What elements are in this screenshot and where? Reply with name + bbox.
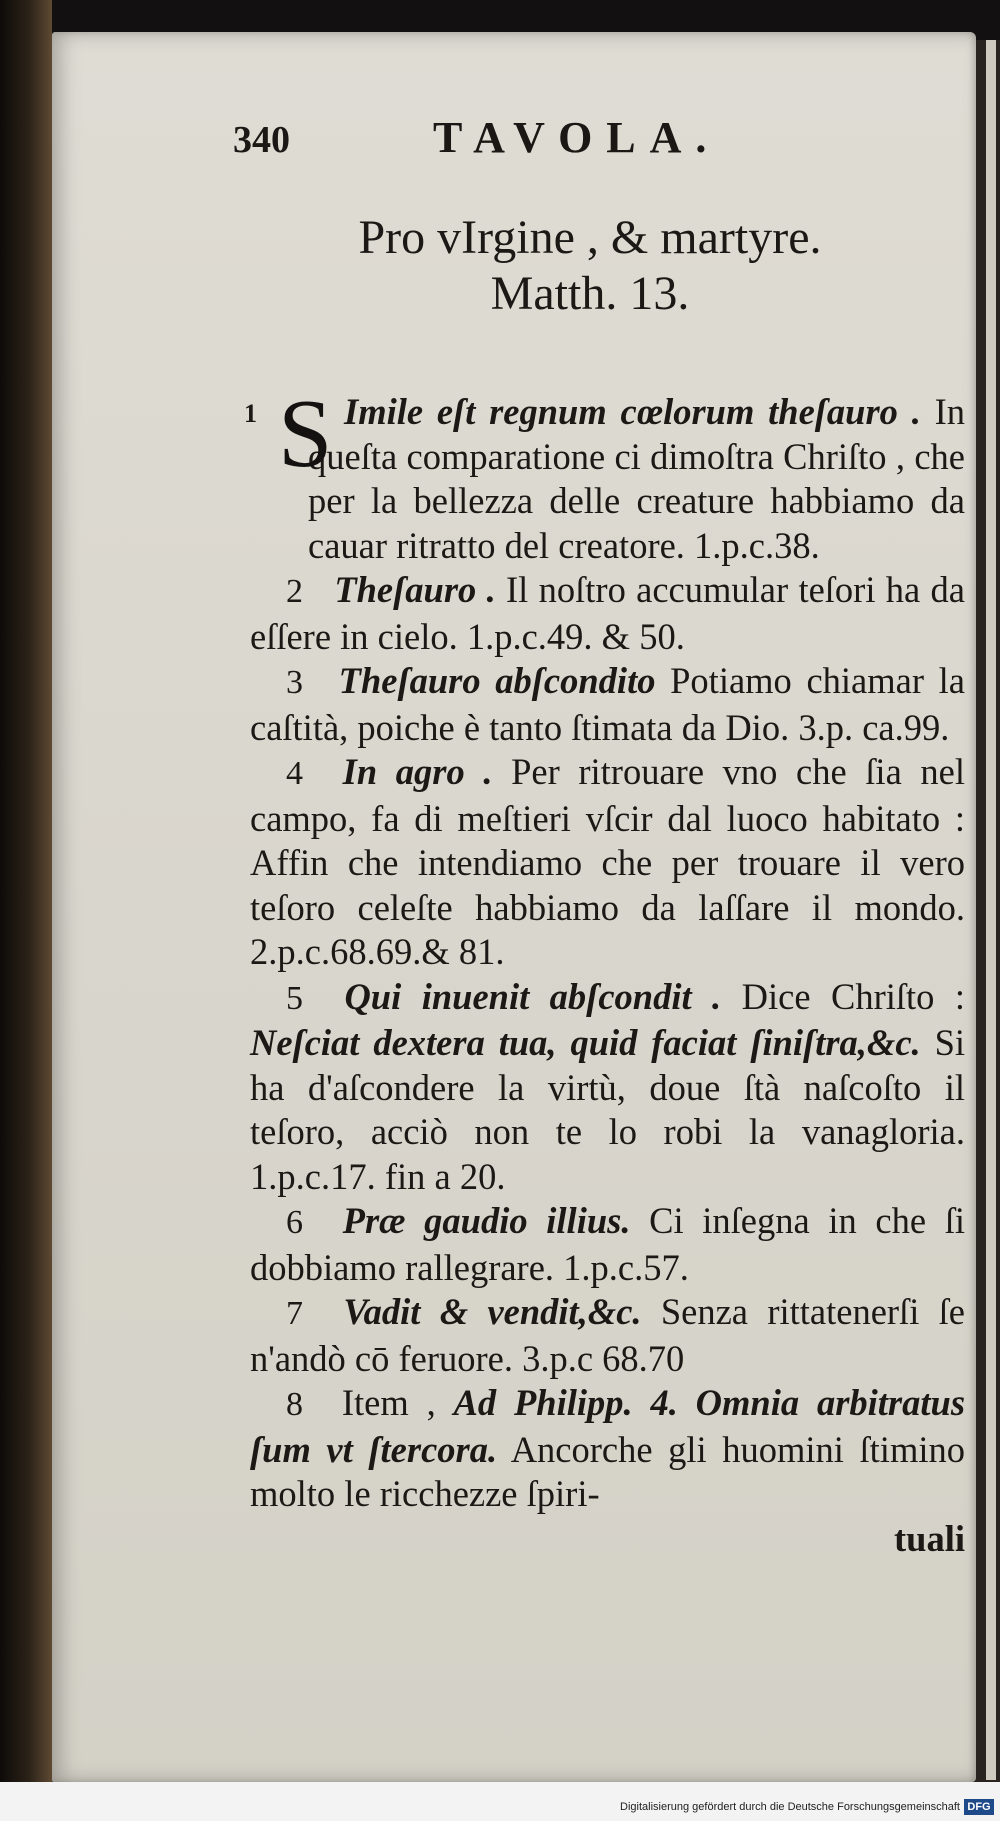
entry-number: 1: [244, 399, 257, 428]
entry-text: Si ha d'aſcondere la virtù, doue ſtà naſcoſto il teſoro, acciò non te lo robi la vanagloria. 1.p.c.17. fin a 20.: [250, 1022, 966, 1197]
section-title-line2: Matth. 13.: [490, 267, 690, 320]
entry-3: [250, 659, 965, 750]
entry-lemma: Theſauro abſcondito: [338, 660, 656, 701]
entry-lemma: Qui inuenit abſcondit .: [344, 975, 722, 1017]
entry-number: 8: [286, 1386, 303, 1423]
entry-7: [250, 1290, 965, 1381]
entry-8: [250, 1381, 965, 1517]
entry-number: 7: [286, 1295, 303, 1332]
entry-lemma: Imile eſt regnum cœlorum theſauro .: [344, 391, 921, 432]
entry-6: [250, 1199, 965, 1290]
dfg-logo: DFG: [964, 1799, 994, 1815]
drop-cap: S: [278, 380, 333, 488]
entry-text: Ancorche gli huomini ſtimino molto le ricchezze ſpiri-: [250, 1428, 965, 1514]
entry-lemma: Theſauro .: [334, 569, 496, 610]
entry-lemma: Præ gaudio illius.: [342, 1200, 631, 1241]
page-header: [233, 112, 793, 162]
digitization-credit: Digitalisierung gefördert durch die Deutsche Forschungsgemeinschaft: [620, 1801, 960, 1813]
entry-text-a: Item ,: [341, 1382, 436, 1423]
footer-strip: [0, 1782, 1000, 1821]
entry-text-a: Dice Chriſto :: [741, 975, 966, 1017]
section-title: [240, 210, 940, 322]
entry-text: Ci inſegna in che ſi dobbiamo rallegrare. 1.p.c.57.: [250, 1200, 965, 1288]
entry-1: [244, 380, 965, 568]
entry-number: 5: [286, 979, 303, 1017]
entry-text: Per ritrouare vno che ſia nel campo, fa di meſtieri vſcir dal luoco habitato : Affin che intendiamo che per trouare il vero teſoro celeſte habbiamo da laſſare il mondo. 2.p.c.68.69.& 81.: [250, 751, 965, 972]
entry-2: [250, 568, 965, 659]
section-title-line1: Pro vIrgine , & martyre.: [358, 211, 822, 264]
entry-lemma: Ad Philipp. 4. Omnia arbitratus ſum vt ſtercora.: [250, 1382, 966, 1470]
entry-number: 4: [286, 755, 303, 792]
entry-4: [250, 750, 965, 975]
entry-lemma-b: Neſciat dextera tua, quid faciat ſiniſtra,&c.: [250, 1022, 921, 1063]
entry-lemma: In agro .: [342, 751, 493, 792]
entry-text: Il noſtro accumular teſori ha da eſſere in cielo. 1.p.c.49. & 50.: [250, 569, 965, 657]
entry-text: Potiamo chiamar la caſtità, poiche è tanto ſtimata da Dio. 3.p. ca.99.: [250, 660, 965, 748]
page-edge: [986, 40, 996, 1780]
running-title: TAVOLA.: [433, 113, 721, 162]
entry-number: 6: [286, 1204, 303, 1241]
book-spine: [0, 0, 52, 1821]
entry-number: 3: [286, 664, 303, 701]
entry-number: 2: [286, 573, 303, 610]
body-text: [244, 380, 966, 1561]
page-number: 340: [233, 119, 290, 161]
entry-5: [250, 975, 965, 1200]
entry-text: Senza rittatenerſi ſe n'andò cō feruore. 3.p.c 68.70: [250, 1291, 966, 1379]
entry-lemma: Vadit & vendit,&c.: [343, 1291, 642, 1332]
catchword: tuali: [894, 1517, 965, 1559]
entry-text: In queſta comparatione ci dimoſtra Chriſto , che per la bellezza delle creature habbiamo da cauar ritratto del creatore. 1.p.c.38.: [308, 391, 965, 566]
